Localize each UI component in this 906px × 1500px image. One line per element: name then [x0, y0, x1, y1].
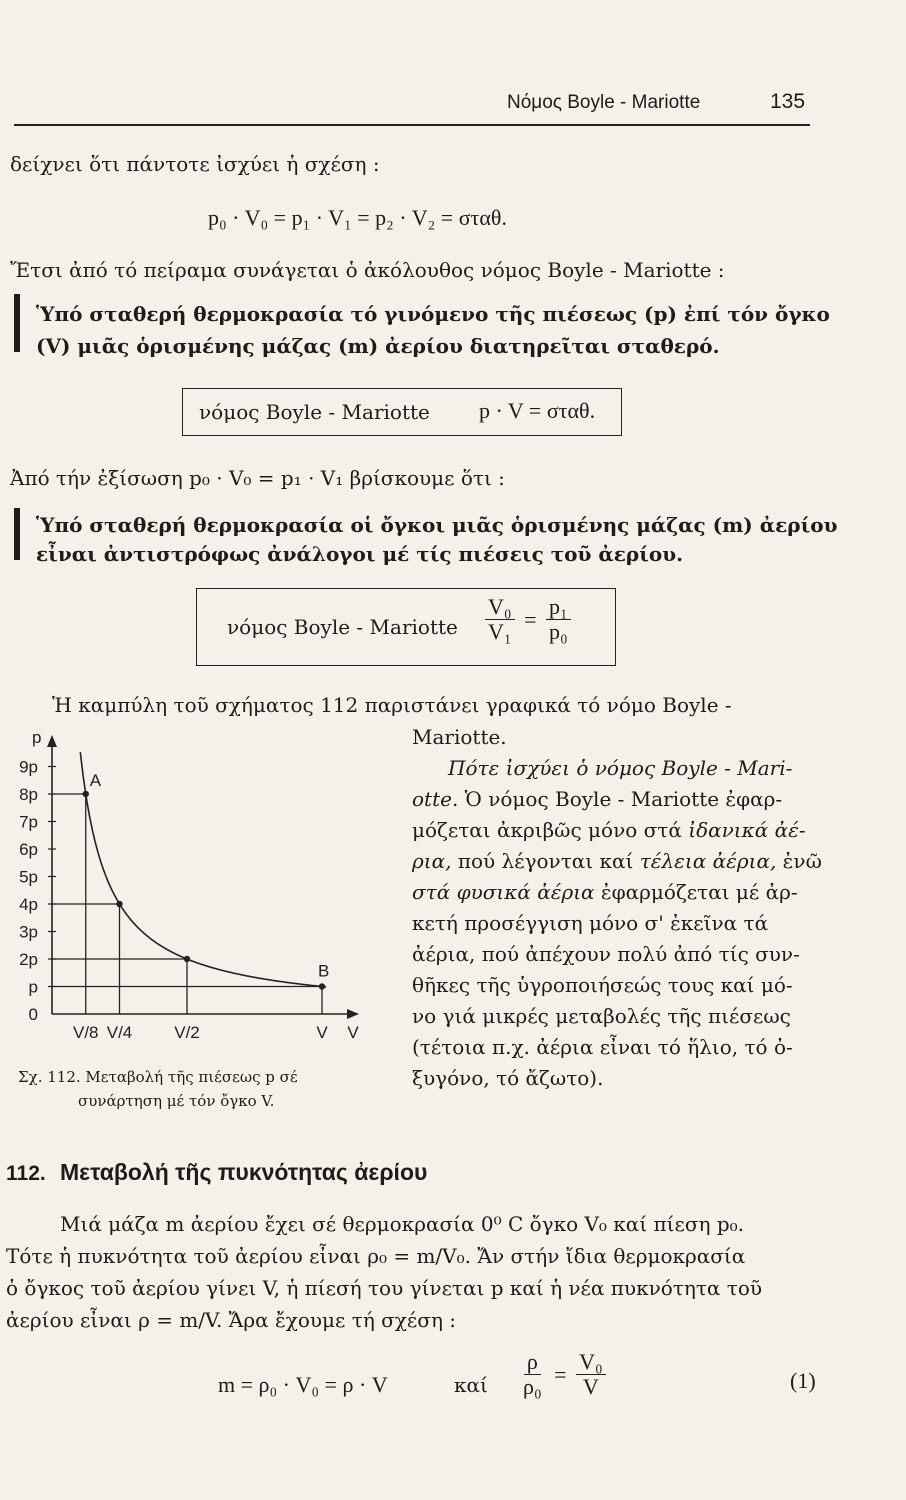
x-tick-label: V	[316, 1023, 328, 1040]
curve-description-line: Ἡ καμπύλη τοῦ σχήματος 112 παριστάνει γραφικά τό νόμο Boyle -	[52, 693, 732, 717]
paragraph-line-4: ἀερίου εἶναι ρ = m/V. Ἄρα ἔχουμε τή σχέση :	[6, 1308, 457, 1332]
y-tick-label: 4p	[19, 895, 38, 914]
density-numerator: ρ	[524, 1350, 541, 1375]
equation-constant-product: p₀ · V₀ = p₁ · V₁ = p₂ · V₂ = σταθ.	[208, 205, 507, 230]
volume-denominator: V	[582, 1374, 599, 1400]
section-title: Μεταβολή τῆς πυκνότητας ἀερίου	[60, 1159, 428, 1185]
law-box-name: νόμος Boyle - Mariotte	[227, 615, 458, 639]
rc-line-5: ρια, πού λέγονται καί τέλεια ἀέρια, ἐνῶ	[412, 849, 822, 873]
equation-number: (1)	[790, 1368, 816, 1393]
final-equation-ratio: $\frac{\rho}{\text{ρ₀}}$ = $\frac{\text{V₀}}{V}$	[520, 1350, 606, 1399]
law-box-product	[182, 388, 622, 436]
final-equation-and: καί	[454, 1373, 488, 1397]
y-tick-label: 5p	[19, 867, 38, 887]
law-box-name: νόμος Boyle - Mariotte	[199, 400, 430, 424]
rc-line-10: νο γιά μικρές μεταβολές τῆς πιέσεως	[412, 1004, 791, 1028]
rc-line-2: Πότε ἰσχύει ὁ νόμος Boyle - Mari-	[448, 756, 793, 780]
rc-line-9: θῆκες τῆς ὑγροποιήσεώς τους καί μό-	[412, 973, 793, 997]
x-axis-arrow	[347, 1009, 359, 1019]
intro-line: δείχνει ὅτι πάντοτε ἰσχύει ἡ σχέση :	[10, 152, 380, 176]
density-denominator: ρ₀	[523, 1374, 542, 1400]
y-tick-label: 2p	[19, 950, 38, 969]
rc-line-7: κετή προσέγγιση μόνο σ' ἐκεῖνα τά	[412, 911, 769, 935]
figure-caption-line-2: συνάρτηση μέ τόν ὄγκο V.	[78, 1092, 275, 1110]
x-tick-label: V/8	[72, 1023, 99, 1040]
figure-caption-line-1: Σχ. 112. Μεταβολή τῆς πιέσεως p σέ	[18, 1068, 298, 1086]
x-tick-label: V/2	[174, 1023, 200, 1040]
y-axis-label: p	[32, 728, 42, 747]
y-tick-label: 6p	[19, 840, 38, 859]
x-tick-label: V/4	[106, 1023, 133, 1040]
data-point	[184, 956, 190, 962]
rc-line-6: στά φυσικά ἀέρια ἐφαρμόζεται μέ ἀρ-	[412, 880, 798, 904]
law-marker-bar	[14, 508, 20, 560]
law-box-formula: p · V = σταθ.	[479, 398, 596, 423]
law2-line-1: Ὑπό σταθερή θερμοκρασία οἱ ὄγκοι μιᾶς ὁρισμένης μάζας (m) ἀερίου	[36, 513, 838, 537]
point-label-b: B	[318, 961, 330, 981]
rc-line-12: ξυγόνο, τό ἄζωτο).	[412, 1066, 604, 1090]
law1-line-2: (V) μιᾶς ὁρισμένης μάζας (m) ἀερίου διατηρεῖται σταθερό.	[36, 334, 720, 358]
section-number: 112.	[6, 1162, 46, 1185]
data-point	[83, 791, 89, 797]
y-tick-label: 8p	[19, 785, 38, 804]
y-tick-label: 0	[28, 1005, 38, 1024]
y-tick-label: p	[28, 977, 38, 997]
pressure-curve	[80, 752, 326, 987]
paragraph-line-2: Τότε ἡ πυκνότητα τοῦ ἀερίου εἶναι ρ₀ = m/V₀. Ἄν στήν ἴδια θερμοκρασία	[6, 1244, 746, 1268]
paragraph-line-3: ὁ ὄγκος τοῦ ἀερίου γίνει V, ἡ πίεσή του γίνεται p καί ἡ νέα πυκνότητα τοῦ	[6, 1276, 763, 1300]
law2-line-2: εἶναι ἀντιστρόφως ἀνάλογοι μέ τίς πιέσεις τοῦ ἀερίου.	[36, 542, 684, 566]
chart-labels	[19, 728, 359, 1040]
ratio-lhs-denominator: V₁	[488, 619, 512, 645]
data-point	[116, 901, 122, 907]
ratio-lhs-numerator: V₀	[485, 595, 515, 620]
y-axis-arrow	[47, 735, 57, 747]
final-equation-left: m = ρ₀ · V₀ = ρ · V	[218, 1372, 388, 1397]
law-box-ratio-formula: $\frac{\text{V₀}}{\text{V₁}}$ = $\frac{\text{p₁}}{\text{p₀}}$	[485, 595, 571, 644]
rc-line-1: Mariotte.	[412, 725, 507, 749]
running-header-title: Νόμος Boyle - Mariotte	[507, 92, 701, 113]
y-tick-label: 7p	[19, 812, 38, 832]
data-point	[319, 983, 325, 989]
rc-line-8: ἀέρια, πού ἀπέχουν πολύ ἀπό τίς συν-	[412, 942, 800, 966]
ratio-rhs-numerator: p₁	[546, 595, 571, 620]
header-rule	[14, 124, 810, 126]
rc-line-4: μόζεται ἀκριβῶς μόνο στά ἰδανικά ἀέ-	[412, 818, 806, 842]
rc-line-3: otte. Ὁ νόμος Boyle - Mariotte ἐφαρ-	[412, 787, 783, 811]
volume-numerator: V₀	[576, 1350, 606, 1375]
pressure-volume-chart	[0, 720, 400, 1040]
y-tick-label: 9p	[19, 757, 38, 777]
from-equation-line: Ἀπό τήν ἐξίσωση p₀ · V₀ = p₁ · V₁ βρίσκουμε ὅτι :	[10, 466, 505, 490]
x-axis-label: V	[347, 1023, 359, 1040]
right-column-text	[412, 722, 822, 1094]
ratio-rhs-denominator: p₀	[548, 619, 568, 645]
law-box-ratio	[196, 588, 616, 666]
y-tick-label: 3p	[19, 922, 38, 942]
law-marker-bar	[14, 294, 20, 352]
paragraph-line-1: Μιά μάζα m ἀερίου ἔχει σέ θερμοκρασία 0⁰ C ὄγκο V₀ καί πίεση p₀.	[60, 1212, 745, 1236]
rc-line-11: (τέτοια π.χ. ἀέρια εἶναι τό ἥλιο, τό ὀ-	[412, 1035, 793, 1059]
law1-line-1: Ὑπό σταθερή θερμοκρασία τό γινόμενο τῆς πιέσεως (p) ἐπί τόν ὄγκο	[36, 302, 830, 326]
law-intro-line: Ἔτσι ἀπό τό πείραμα συνάγεται ὁ ἀκόλουθος νόμος Boyle - Mariotte :	[10, 258, 725, 282]
chart-curve	[80, 752, 326, 990]
point-label-a: A	[89, 771, 102, 790]
page-number: 135	[770, 90, 806, 113]
